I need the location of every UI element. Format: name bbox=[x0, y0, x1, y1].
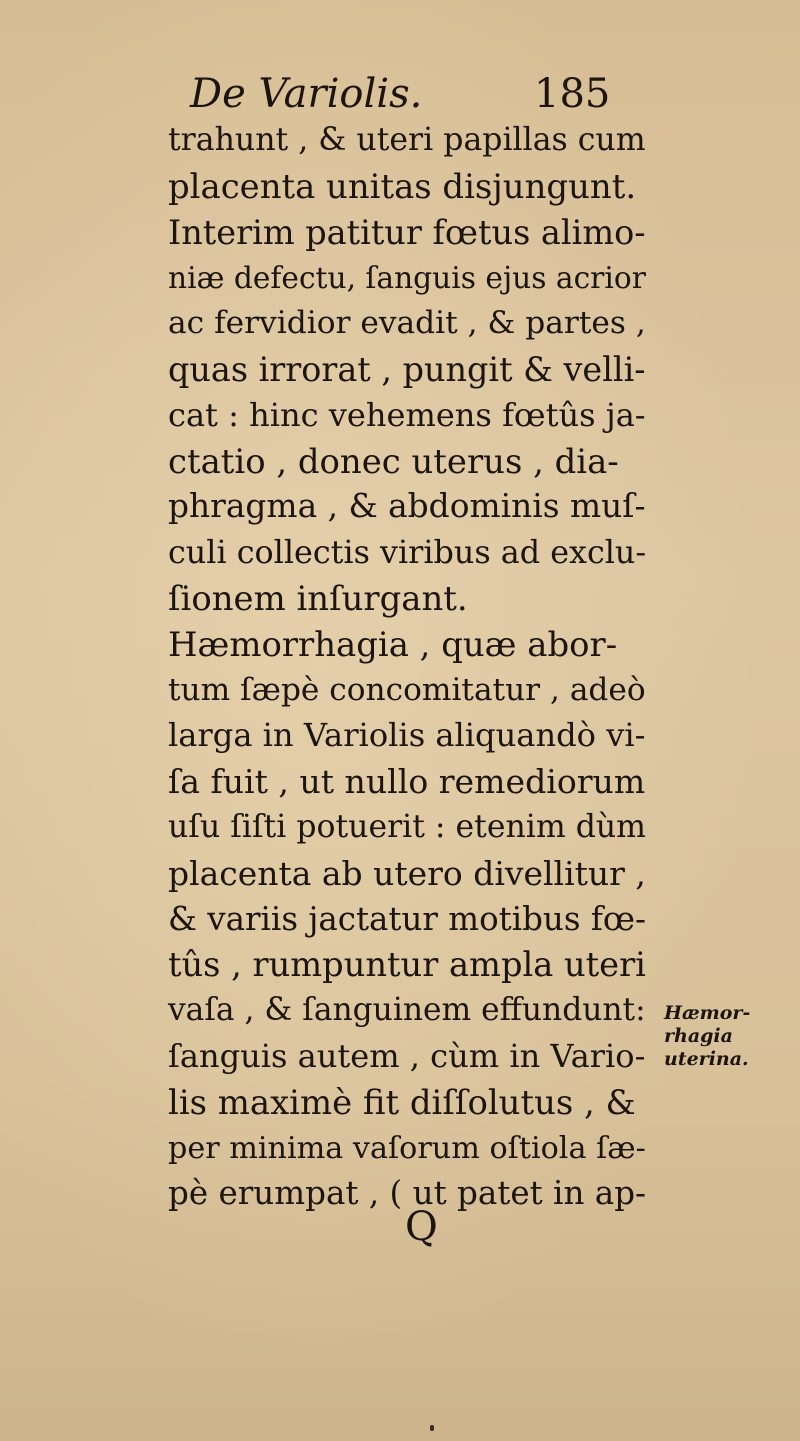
text-line: ſanguis autem , cùm in Vario- bbox=[168, 1036, 646, 1075]
text-line: placenta unitas disjungunt. bbox=[168, 166, 637, 206]
text-line: placenta ab utero divellitur , bbox=[168, 853, 646, 893]
page-number: 185 bbox=[534, 71, 611, 117]
text-line: pè erumpat , ( ut patet in ap- bbox=[168, 1174, 647, 1213]
ink-speck bbox=[430, 1425, 434, 1431]
marginal-note-line: Hæmor- bbox=[664, 1002, 751, 1024]
text-line: cat : hinc vehemens fœtûs ja- bbox=[168, 395, 646, 434]
text-line: Hæmorrhagia , quæ abor- bbox=[168, 624, 618, 664]
text-line: per minima vaſorum oſtiola ſæ- bbox=[168, 1130, 646, 1166]
text-line: & variis jactatur motibus fœ- bbox=[168, 899, 647, 938]
catchword: Q bbox=[405, 1204, 438, 1250]
page-header bbox=[190, 72, 650, 116]
text-line: uſu ſiſti potuerit : etenim dùm bbox=[168, 808, 647, 845]
text-line: tûs , rumpuntur ampla uteri bbox=[168, 945, 646, 985]
text-line: niæ defectu, ſanguis ejus acrior bbox=[168, 260, 646, 296]
text-line: Interim patitur fœtus alimo- bbox=[168, 212, 646, 252]
text-line: phragma , & abdominis muſ- bbox=[168, 487, 646, 526]
text-line: larga in Variolis aliquandò vi- bbox=[168, 716, 646, 755]
text-line: culi collectis viribus ad exclu- bbox=[168, 534, 647, 572]
text-line: ſa fuit , ut nullo remediorum bbox=[168, 762, 646, 802]
text-line: tum ſæpè concomitatur , adeò bbox=[168, 671, 646, 708]
text-line: ac fervidior evadit , & partes , bbox=[168, 305, 646, 342]
text-line: quas irrorat , pungit & velli- bbox=[168, 349, 646, 389]
text-line: trahunt , & uteri papillas cum bbox=[168, 122, 646, 158]
running-title: De Variolis. bbox=[190, 71, 423, 117]
text-line: ſionem inſurgant. bbox=[168, 578, 468, 618]
text-line: ctatio , donec uterus , dia- bbox=[168, 441, 619, 481]
text-line: vaſa , & ſanguinem effundunt: bbox=[168, 992, 646, 1029]
text-line: lis maximè fit diſſolutus , & bbox=[168, 1082, 636, 1122]
body-text bbox=[168, 118, 648, 1217]
marginal-note-line: rhagia bbox=[664, 1025, 733, 1047]
marginal-note-line: uterina. bbox=[664, 1048, 749, 1070]
marginal-note bbox=[664, 1002, 794, 1071]
